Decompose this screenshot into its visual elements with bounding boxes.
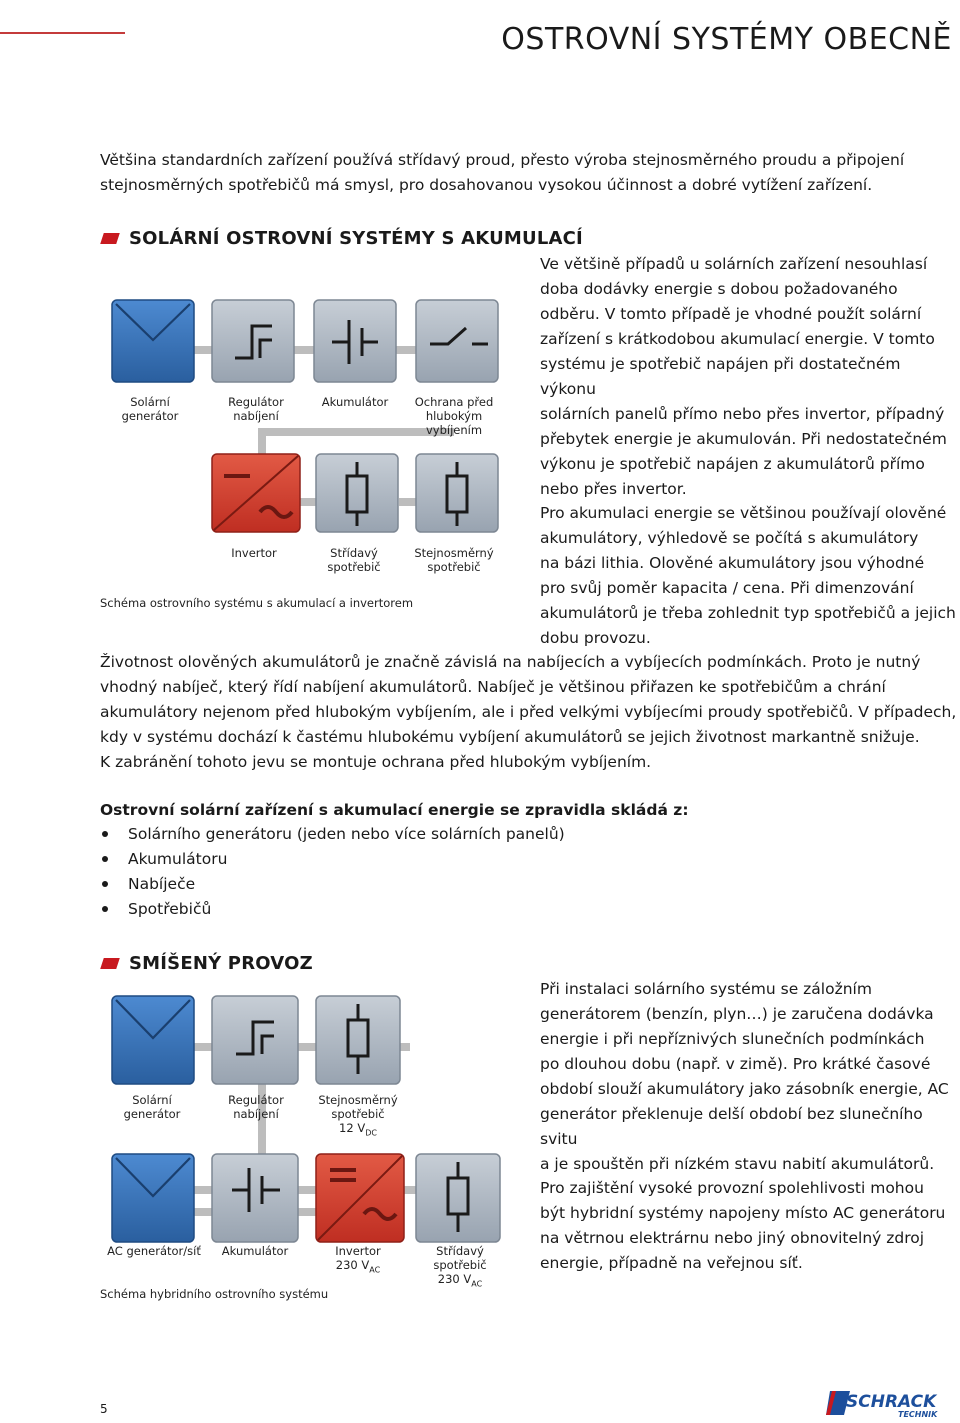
battery-tile	[212, 1154, 298, 1242]
page-title: OSTROVNÍ SYSTÉMY OBECNĚ	[501, 22, 952, 58]
section-heading-hybrid	[102, 953, 313, 974]
label-charge-regulator: Regulátor nabíjení	[228, 1093, 284, 1121]
composition-heading: Ostrovní solární zařízení s akumulací energie se zpravidla skládá z:	[100, 801, 689, 819]
section-heading-text: SMÍŠENÝ PROVOZ	[129, 953, 313, 974]
intro-line: stejnosměrných spotřebičů má smysl, pro dosahovanou vysokou účinnost a dobré vytížení zařízení.	[100, 176, 873, 194]
label-deep-discharge-protection: Ochrana před hlubokým vybíjením	[414, 395, 494, 437]
intro-line: Většina standardních zařízení používá střídavý proud, přesto výroba stejnosměrného proudu a připojení	[100, 151, 905, 169]
list-item: Nabíječe	[100, 872, 565, 897]
section-marker-icon	[100, 958, 120, 969]
ac-generator-tile	[112, 1154, 194, 1242]
ac-load-tile	[316, 454, 398, 532]
title-rule	[0, 32, 125, 34]
label-inverter: Invertor	[231, 546, 277, 560]
label-charge-regulator: Regulátor nabíjení	[228, 395, 284, 423]
battery-tile	[314, 300, 396, 382]
deep-discharge-protection-tile	[416, 300, 498, 382]
list-item: Spotřebičů	[100, 897, 565, 922]
ac-load-tile	[416, 1154, 500, 1242]
label-dc-load-12v: Stejnosměrný spotřebič 12 $V_{DC}$	[318, 1093, 398, 1138]
inverter-tile	[212, 454, 300, 532]
label-ac-load: Střídavý spotřebič	[327, 546, 381, 574]
diagram-caption-storage: Schéma ostrovního systému s akumulací a invertorem	[100, 596, 414, 610]
label-solar-generator: Solární generátor	[121, 395, 179, 423]
inverter-tile	[316, 1154, 404, 1242]
dc-load-tile	[316, 996, 400, 1084]
label-battery: Akumulátor	[221, 1244, 289, 1258]
label-ac-load: Střídavý spotřebič 230 $V_{AC}$	[433, 1244, 487, 1289]
dc-load-tile	[416, 454, 498, 532]
hybrid-text-paragraph: Při instalaci solárního systému se záložním generátorem (benzín, plyn…) je zaručena dodávka energie i při nepříznivých slunečních podmínkách po dlouhou dobu (např. v zimě). Pro krátké časové období slouží akumulátory jako zásobník energie, AC generátor překlenuje delší období bez slunečního svitu a je spouštěn při nízkém stavu nabití akumulátorů.	[540, 980, 949, 1173]
connector-line	[399, 498, 417, 506]
list-item: Akumulátoru	[100, 847, 565, 872]
label-inverter: Invertor 230 $V_{AC}$	[335, 1244, 381, 1275]
label-battery: Akumulátor	[321, 395, 389, 409]
logo-main-text: SCHRACK	[846, 1392, 937, 1412]
battery-lifetime-paragraph: Životnost olověných akumulátorů je značně závislá na nabíjecích a vybíjecích podmínkách. Proto je nutný vhodný nabíječ, který řídí nabíjení akumulátorů. Nabíječ je většinou přiřazen ke spotřebičům a chrání akumulátory nejenom před hlubokým vybíjením, ale i před velkými vybíjecími proudy spotřebičů. V případech, kdy v systému dochází k častému hlubokému vybíjení akumulátorů se jejich životnost markantně snižuje. K zabránění tohoto jevu se montuje ochrana před hlubokým vybíjením.	[100, 653, 957, 771]
solar-generator-tile	[112, 300, 194, 382]
storage-text-paragraph: Ve většině případů u solárních zařízení nesouhlasí doba dodávky energie s dobou požadovaného odběru. V tomto případě je vhodné použít solární zařízení s krátkodobou akumulací energie. V tomto systému je spotřebič napájen při dostatečném výkonu solárních panelů přímo nebo přes invertor, případný přebytek energie je akumulován. Při nedostatečném výkonu je spotřebič napájen z akumulátorů přímo nebo přes invertor.	[540, 255, 947, 498]
label-ac-generator: AC generátor/síť	[107, 1244, 201, 1258]
charge-regulator-tile	[212, 996, 298, 1084]
section-heading-text: SOLÁRNÍ OSTROVNÍ SYSTÉMY S AKUMULACÍ	[129, 228, 583, 249]
label-dc-load: Stejnosměrný spotřebič	[414, 546, 494, 574]
charge-regulator-tile	[212, 300, 294, 382]
intro-paragraph	[100, 148, 904, 198]
solar-generator-tile	[112, 996, 194, 1084]
composition-list	[100, 822, 565, 922]
list-item: Solárního generátoru (jeden nebo více solárních panelů)	[100, 822, 565, 847]
label-solar-generator: Solární generátor	[123, 1093, 181, 1121]
schrack-technik-logo	[826, 1387, 954, 1419]
page-number: 5	[100, 1402, 108, 1416]
section-marker-icon	[100, 233, 120, 244]
section-heading-storage	[102, 228, 583, 249]
reliability-text-paragraph: Pro zajištění vysoké provozní spolehlivosti mohou být hybridní systémy napojeny místo AC generátoru na větrnou elektrárnu nebo jiný obnovitelný zdroj energie, případně na veřejnou síť.	[540, 1179, 946, 1272]
logo-sub-text: TECHNIK	[898, 1410, 938, 1419]
diagram-caption-hybrid: Schéma hybridního ostrovního systému	[100, 1287, 329, 1301]
battery-text-paragraph: Pro akumulaci energie se většinou používají olověné akumulátory, výhledově se počítá s akumulátory na bázi lithia. Olověné akumulátory jsou výhodné pro svůj poměr kapacita / cena. Při dimenzování akumulátorů je třeba zohlednit typ spotřebičů a jejich dobu provozu.	[540, 504, 956, 647]
